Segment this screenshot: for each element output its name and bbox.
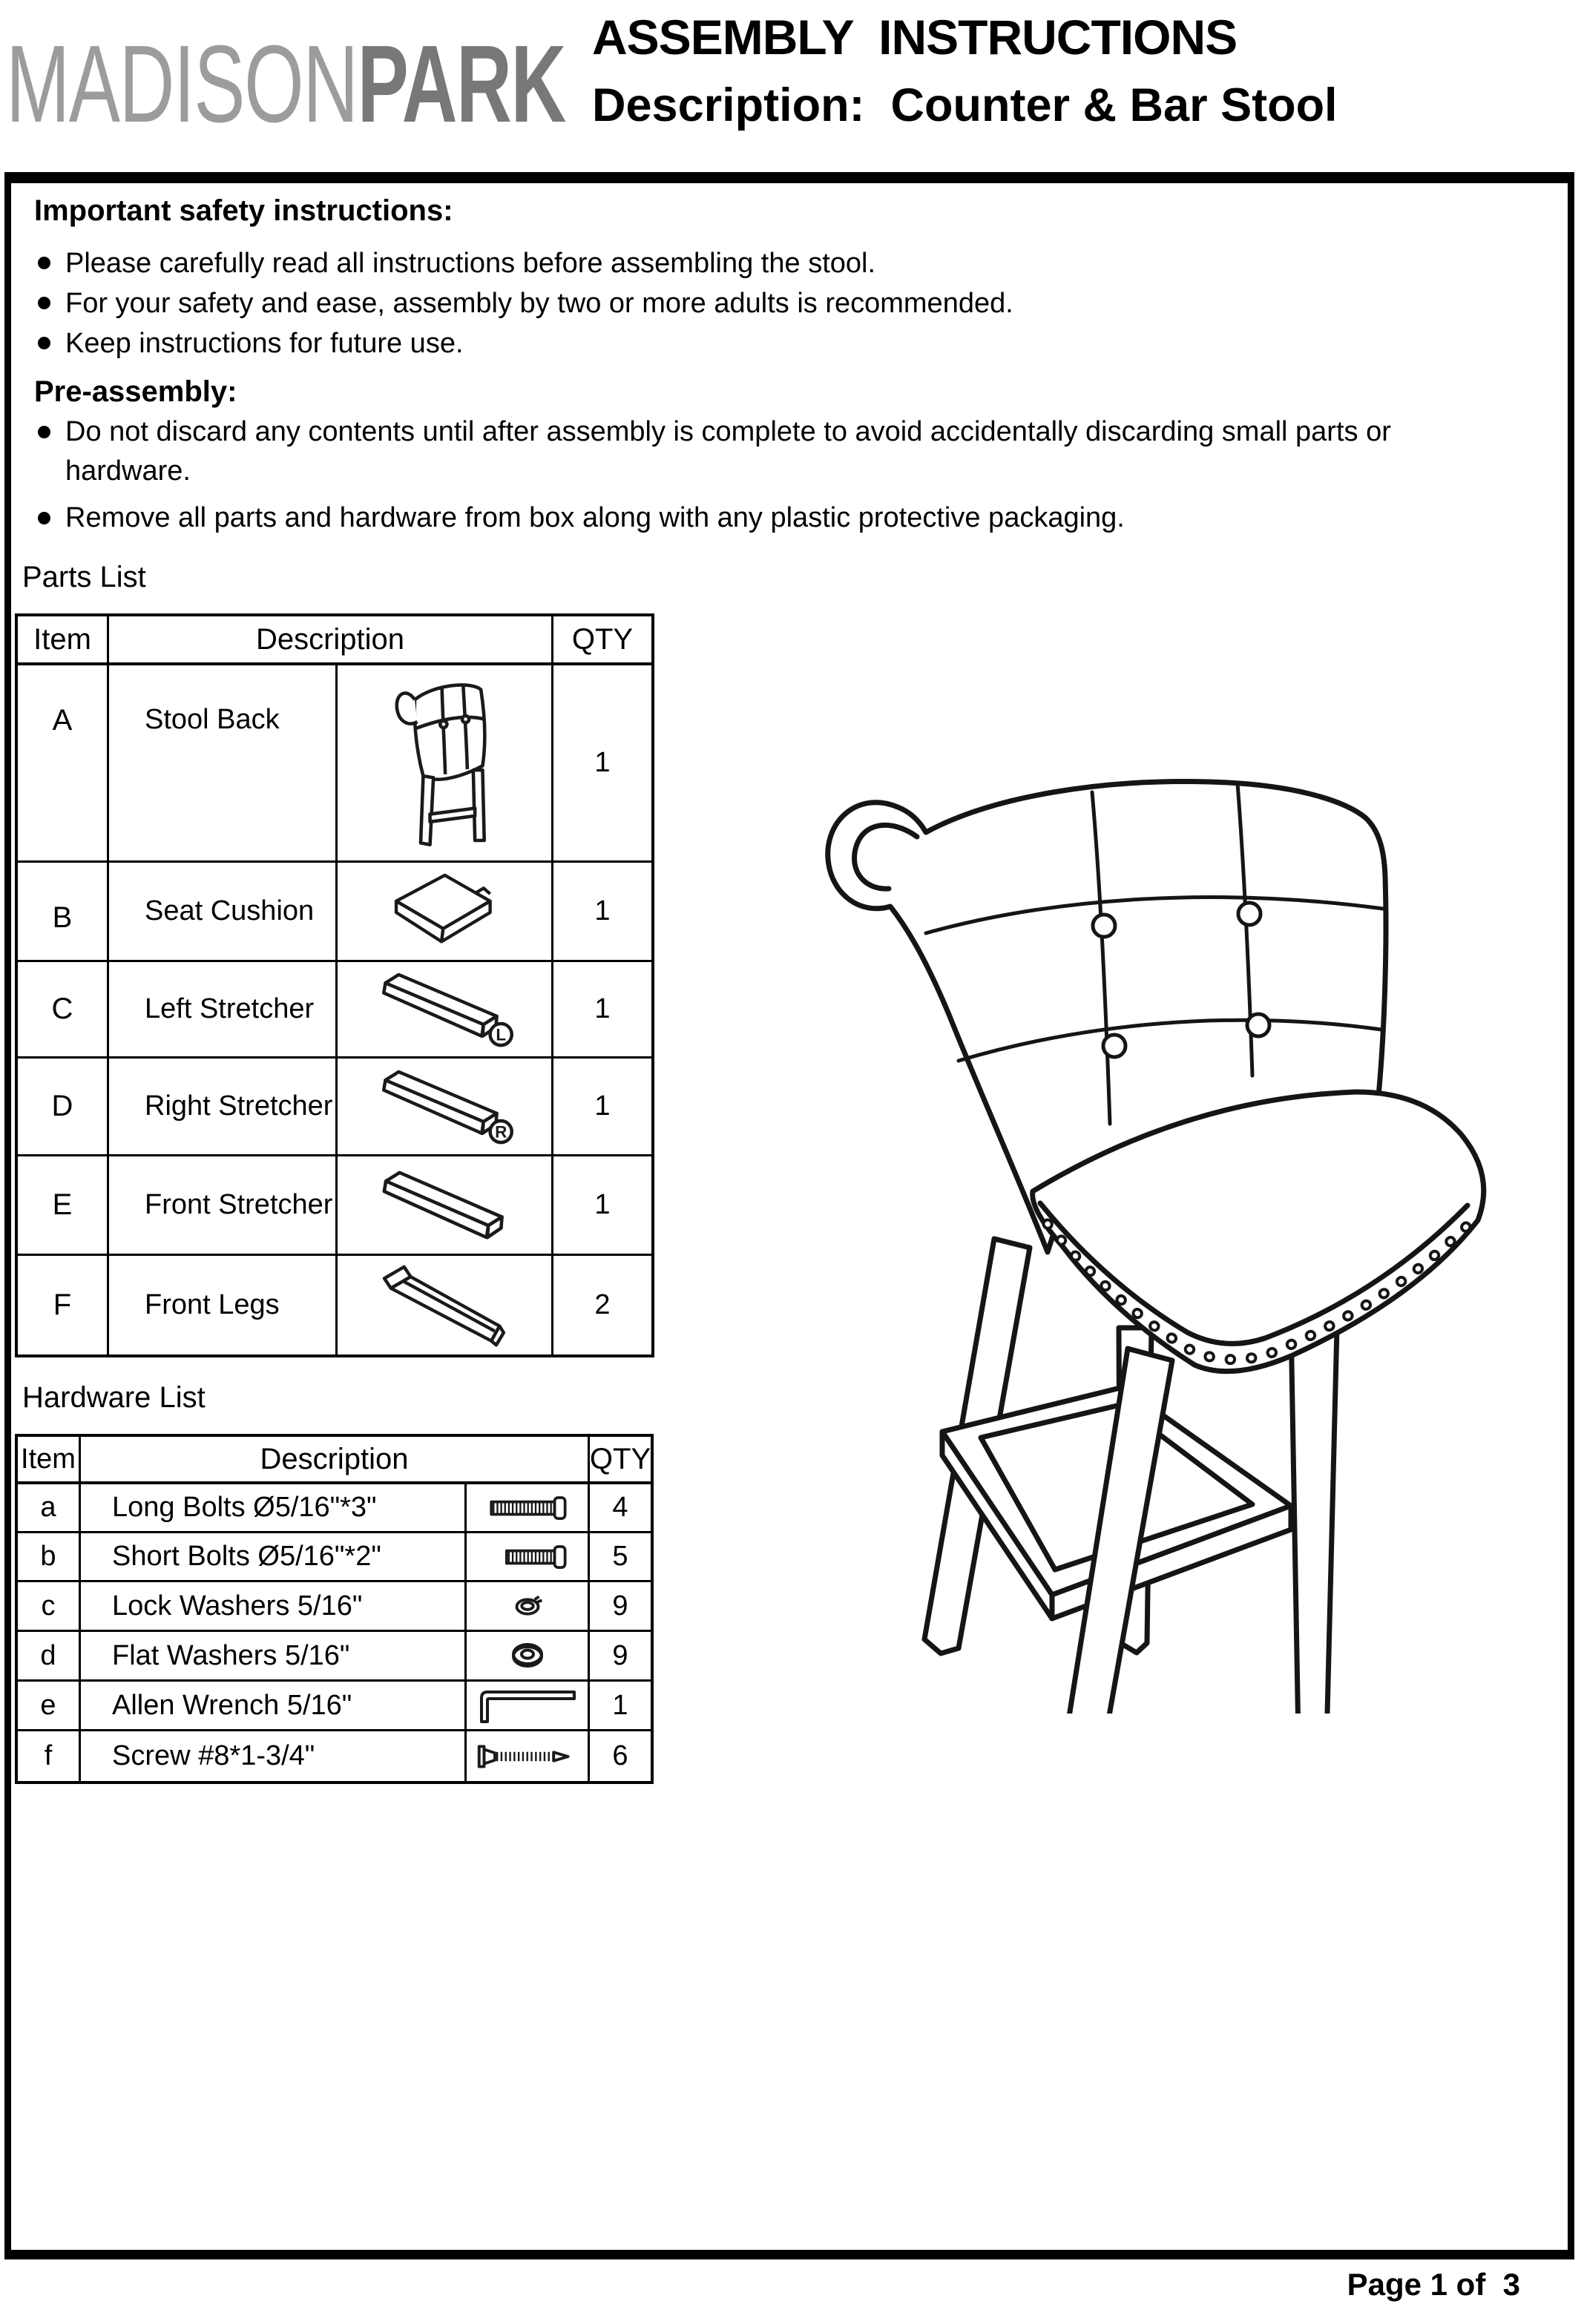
- seat-cushion-icon: [384, 867, 506, 956]
- left-marker-label: L: [496, 1024, 507, 1044]
- preassembly-list-item: Remove all parts and hardware from box along with any plastic protective packaging.: [34, 498, 1512, 538]
- hardware-row-item: a: [18, 1484, 81, 1533]
- counter-bar-stool-illustration: [772, 749, 1514, 1714]
- parts-list-title: Parts List: [22, 561, 146, 593]
- lock-washer-icon: [506, 1590, 549, 1622]
- parts-row-item: B: [18, 863, 109, 962]
- table-cell: [467, 1484, 590, 1533]
- product-description: Description: Counter & Bar Stool: [592, 79, 1338, 131]
- hardware-row-item: d: [18, 1632, 81, 1682]
- right-stretcher-icon: [348, 1065, 541, 1148]
- hardware-header-description: Description: [81, 1437, 590, 1484]
- long-bolt-icon: [472, 1491, 583, 1525]
- stool-back-icon: [389, 674, 500, 852]
- hardware-row-item: b: [18, 1533, 81, 1582]
- preassembly-list: [34, 412, 1512, 538]
- table-cell: [338, 1156, 553, 1256]
- hardware-row-item: e: [18, 1682, 81, 1731]
- parts-row-item: C: [18, 962, 109, 1059]
- preassembly-heading: Pre-assembly:: [34, 375, 237, 408]
- safety-list-item: Please carefully read all instructions before assembling the stool.: [34, 243, 1488, 283]
- hardware-row-qty: 5: [590, 1533, 651, 1582]
- table-cell: [467, 1582, 590, 1632]
- table-cell: [467, 1682, 590, 1731]
- parts-row-description: Seat Cushion: [109, 863, 338, 962]
- parts-header-description: Description: [109, 616, 553, 665]
- hardware-row-item: c: [18, 1582, 81, 1632]
- parts-row-description: Front Legs: [109, 1256, 338, 1354]
- logo-park-text: PARK: [357, 23, 565, 145]
- hardware-row-description: Lock Washers 5/16": [81, 1582, 467, 1632]
- hardware-header-qty: QTY: [590, 1437, 651, 1484]
- hardware-row-qty: 4: [590, 1484, 651, 1533]
- madison-park-logo: [6, 23, 565, 145]
- safety-list: [34, 243, 1488, 363]
- parts-table: [15, 613, 654, 1357]
- parts-row-qty: 1: [553, 1059, 651, 1156]
- hardware-row-qty: 9: [590, 1632, 651, 1682]
- table-cell: [338, 665, 553, 863]
- hardware-row-description: Screw #8*1-3/4": [81, 1731, 467, 1781]
- hardware-row-qty: 9: [590, 1582, 651, 1632]
- table-cell: [338, 962, 553, 1059]
- table-cell: [338, 863, 553, 962]
- parts-row-item: E: [18, 1156, 109, 1256]
- hardware-row-description: Short Bolts Ø5/16"*2": [81, 1533, 467, 1582]
- page-number: Page 1 of 3: [1347, 2267, 1520, 2302]
- left-stretcher-icon: [348, 968, 541, 1051]
- parts-row-qty: 2: [594, 1289, 611, 1320]
- flat-washer-icon: [505, 1638, 551, 1673]
- parts-row-description: Front Stretcher: [109, 1156, 338, 1256]
- preassembly-list-item: Do not discard any contents until after assembly is complete to avoid accidentally discarding small parts or hardware.: [34, 412, 1512, 491]
- hardware-table: [15, 1434, 654, 1784]
- hardware-list-title: Hardware List: [22, 1381, 206, 1414]
- safety-heading: Important safety instructions:: [34, 194, 453, 227]
- short-bolt-icon: [472, 1540, 583, 1574]
- parts-header-qty: QTY: [553, 616, 651, 665]
- parts-row-qty: 1: [553, 962, 651, 1059]
- table-cell: [467, 1533, 590, 1582]
- parts-row-description: Right Stretcher: [109, 1059, 338, 1156]
- parts-row-qty: 1: [553, 665, 651, 863]
- safety-list-item: Keep instructions for future use.: [34, 323, 1488, 363]
- parts-header-item: Item: [18, 616, 109, 665]
- right-marker-label: R: [495, 1122, 507, 1141]
- parts-row-item: A: [18, 665, 109, 863]
- page-title: ASSEMBLY INSTRUCTIONS: [592, 10, 1238, 65]
- screw-icon: [473, 1740, 581, 1773]
- hardware-row-item: f: [18, 1731, 81, 1781]
- table-cell: [338, 1256, 553, 1354]
- hardware-row-description: Allen Wrench 5/16": [81, 1682, 467, 1731]
- safety-list-item: For your safety and ease, assembly by two or more adults is recommended.: [34, 283, 1488, 323]
- logo-madison-text: MADISON: [6, 23, 358, 145]
- front-stretcher-icon: [346, 1162, 543, 1248]
- table-cell: [467, 1632, 590, 1682]
- front-leg-icon: [344, 1260, 545, 1351]
- allen-wrench-icon: [472, 1686, 583, 1725]
- parts-row-qty: 1: [553, 1156, 651, 1256]
- hardware-row-description: Flat Washers 5/16": [81, 1632, 467, 1682]
- table-cell: [338, 1059, 553, 1156]
- parts-row-item: F: [18, 1256, 109, 1354]
- hardware-row-qty: 1: [590, 1682, 651, 1731]
- parts-row-description: Stool Back: [109, 665, 338, 863]
- hardware-header-item: Item: [18, 1437, 81, 1484]
- hardware-row-description: Long Bolts Ø5/16"*3": [81, 1484, 467, 1533]
- parts-row-description: Left Stretcher: [109, 962, 338, 1059]
- parts-row-item: D: [18, 1059, 109, 1156]
- hardware-row-qty: 6: [612, 1740, 628, 1771]
- parts-row-qty: 1: [553, 863, 651, 962]
- table-cell: [467, 1731, 590, 1781]
